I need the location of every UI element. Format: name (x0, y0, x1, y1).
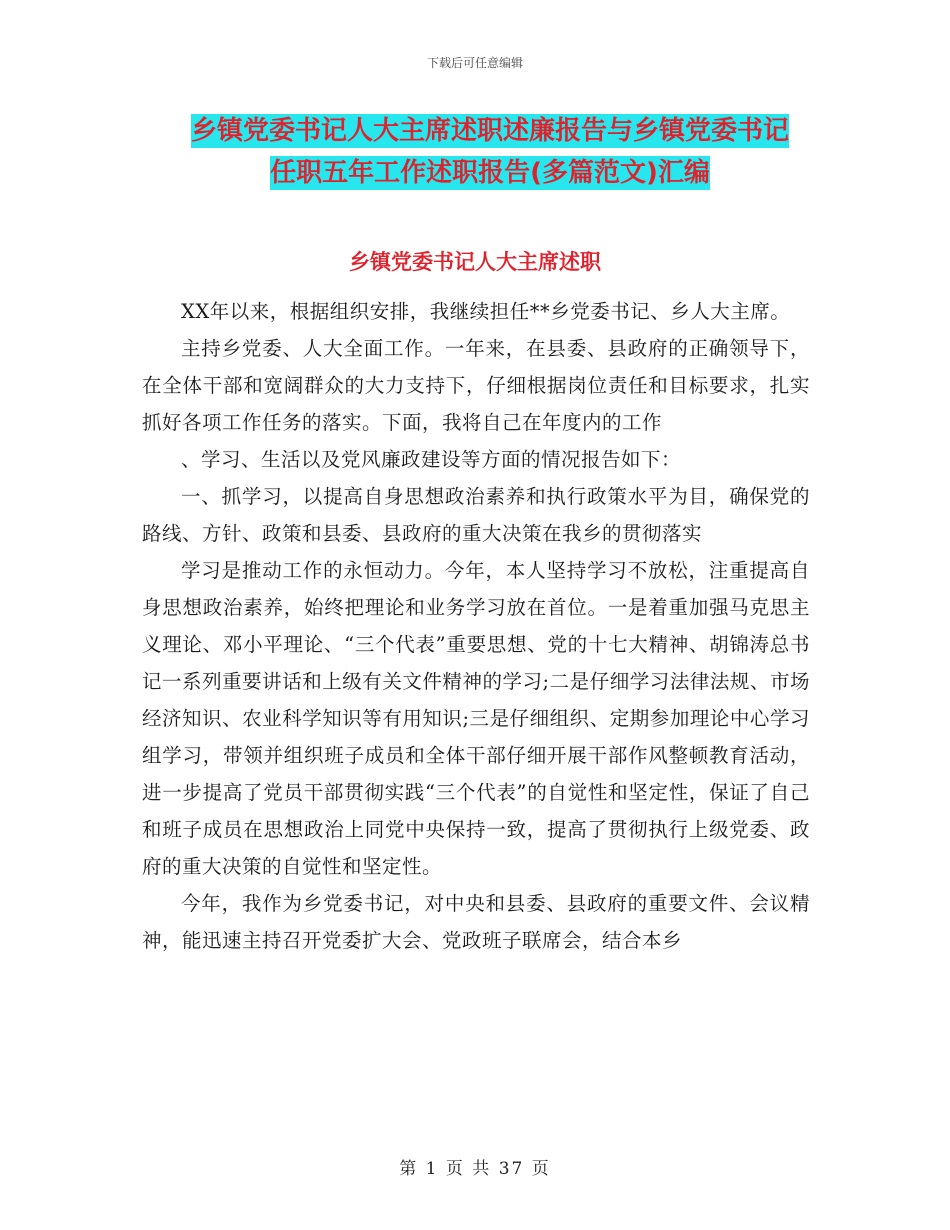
paragraph: 一、抓学习，以提高自身思想政治素养和执行政策水平为目，确保党的路线、方针、政策和县委、县政府的重大决策在我乡的贯彻落实 (142, 485, 810, 545)
document-title (140, 110, 840, 194)
paragraph: 学习是推动工作的永恒动力。今年，本人坚持学习不放松，注重提高自身思想政治素养，始终把理论和业务学习放在首位。一是着重加强马克思主义理论、邓小平理论、“三个代表”重要思想、党的十七大精神、胡锦涛总书记一系列重要讲话和上级有关文件精神的学习;二是仔细学习法律法规、市场经济知识、农业科学知识等有用知识;三是仔细组织、定期参加理论中心学习组学习，带领并组织班子成员和全体干部仔细开展干部作风整顿教育活动，进一步提高了党员干部贯彻实践“三个代表”的自觉性和坚定性，保证了自己和班子成员在思想政治上同党中央保持一致，提高了贯彻执行上级党委、政府的重大决策的自觉性和坚定性。 (142, 559, 810, 878)
paragraph: 主持乡党委、人大全面工作。一年来，在县委、县政府的正确领导下，在全体干部和宽阔群众的大力支持下，仔细根据岗位责任和目标要求，扎实抓好各项工作任务的落实。下面，我将自己在年度内的工作 (142, 337, 810, 434)
header-note: 下载后可任意编辑 (426, 56, 523, 70)
title-line-1: 乡镇党委书记人大主席述职述廉报告与乡镇党委书记 (190, 116, 789, 146)
document-body (142, 293, 810, 959)
title-line-2: 任职五年工作述职报告(多篇范文)汇编 (270, 158, 710, 188)
section-title: 乡镇党委书记人大主席述职 (349, 250, 601, 274)
paragraph: 今年，我作为乡党委书记，对中央和县委、县政府的重要文件、会议精神，能迅速主持召开党委扩大会、党政班子联席会，结合本乡 (142, 892, 810, 952)
page-number-footer: 第 1 页 共 37 页 (399, 1159, 551, 1179)
paragraph: XX年以来，根据组织安排，我继续担任**乡党委书记、乡人大主席。 (181, 300, 791, 323)
paragraph: 、学习、生活以及党风廉政建设等方面的情况报告如下： (181, 448, 682, 471)
